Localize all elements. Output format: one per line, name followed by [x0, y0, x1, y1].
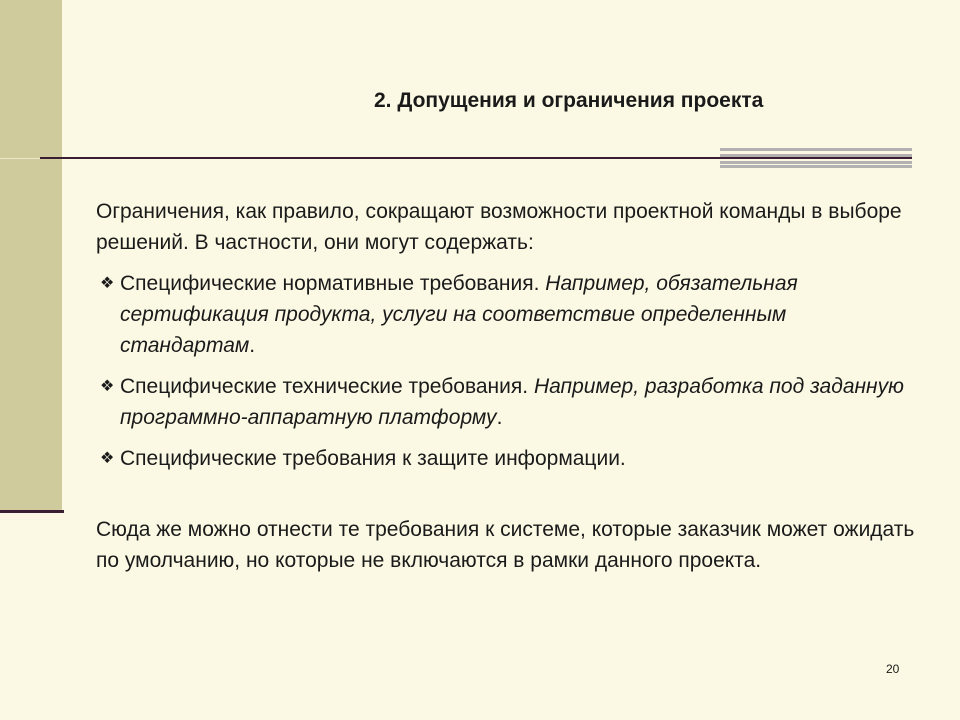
slide-title: 2. Допущения и ограничения проекта: [374, 89, 764, 112]
diamond-bullet-icon: ❖: [100, 275, 115, 292]
bullet-item: [96, 443, 916, 474]
bullet-item: [96, 268, 916, 361]
bullet-text: Специфические технические требования.: [120, 375, 529, 398]
bullet-text: Специфические требования к защите информации.: [120, 447, 626, 470]
bullet-end: .: [496, 406, 503, 429]
accent-bar: [720, 154, 912, 157]
conclusion-paragraph: Сюда же можно отнести те требования к системе, которые заказчик может ожидать по умолчанию, но которые не включаются в рамки данного проекта.: [96, 518, 915, 572]
accent-bar: [720, 165, 912, 168]
title-underline: [40, 157, 912, 159]
diamond-bullet-icon: ❖: [100, 378, 115, 395]
bullet-text: Специфические нормативные требования.: [120, 272, 540, 295]
accent-bar: [720, 148, 912, 151]
intro-paragraph: Ограничения, как правило, сокращают возможности проектной команды в выборе решений. В частности, они могут содержать:: [96, 200, 902, 254]
diamond-bullet-icon: ❖: [100, 450, 115, 467]
bullet-example: Например, разработка под заданную программно-аппаратную платформу: [120, 375, 904, 429]
page-number: 20: [886, 662, 900, 676]
side-bar-bottom-rule: [0, 510, 64, 513]
bullet-example: Например, обязательная сертификация продукта, услуги на соответствие определенным стандартам: [120, 272, 798, 357]
accent-bar: [720, 161, 912, 164]
slide-body: [96, 196, 916, 576]
side-decoration-bar: [0, 0, 62, 512]
bullet-item: [96, 371, 916, 433]
bullet-end: .: [249, 334, 256, 357]
